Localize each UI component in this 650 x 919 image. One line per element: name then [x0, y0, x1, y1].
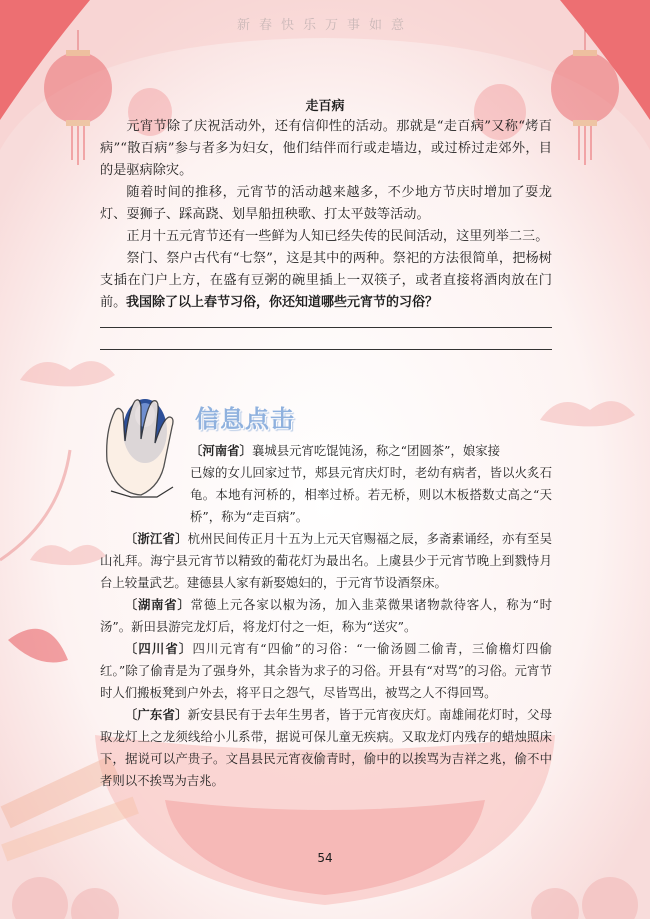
info-hunan: [100, 594, 552, 638]
info-title: 信息点击: [195, 405, 295, 433]
info-sichuan-text: 四川元宵有“四偷”的习俗：“一偷汤圆二偷青，三偷檐灯四偷红。”除了偷青是为了强身外，其余皆为求子的习俗。开县有“对骂”的习俗。元宵节时人们搬板凳到户外去，将平日之怨气，尽皆骂出，被骂之人不得回骂。: [100, 641, 552, 700]
province-label-guangdong: 〔广东省〕: [124, 707, 188, 722]
province-label-henan: 〔河南省〕: [190, 443, 252, 458]
paragraph-4: 祭门、祭户古代有“七祭”，这是其中的两种。祭祀的方法很简单，把杨树支插在门户上方，在盛有豆粥的碗里插上一双筷子，或者直接将酒肉放在门前。: [100, 251, 552, 310]
question: 我国除了以上春节习俗，你还知道哪些元宵节的习俗？: [126, 295, 439, 310]
hand-mouse-icon: [101, 391, 185, 499]
info-sichuan: [100, 638, 552, 704]
province-label-hunan: 〔湖南省〕: [124, 597, 191, 612]
info-henan-first-line: [190, 440, 552, 462]
province-label-sichuan: 〔四川省〕: [124, 641, 193, 656]
page-header: 新春快乐万事如意: [236, 18, 413, 33]
info-henan-text-a: 襄城县元宵吃馄饨汤，称之“团圆茶”，娘家接: [251, 443, 501, 458]
info-hunan-text: 常德上元各家以椒为汤，加入韭菜微果诸物款待客人，称为“时汤”。新田县游完龙灯后，将龙灯付之一炬，称为“送灾”。: [100, 597, 552, 634]
info-zhejiang: [100, 528, 552, 594]
paragraph-1: 元宵节除了庆祝活动外，还有信仰性的活动。那就是“走百病”又称“烤百病”“散百病”参与者多为妇女，他们结伴而行或走墙边，或过桥过走郊外，目的是驱病除灾。: [100, 119, 552, 178]
info-henan-body: [190, 462, 552, 528]
info-guangdong-text: 新安县民有于去年生男者，皆于元宵夜庆灯。南雄闹花灯时，父母取龙灯上之龙须线给小儿系带，据说可保儿童无疾病。又取龙灯内残存的蜡烛照床下，据说可以产贵子。文昌县民元宵夜偷青时，偷中的以挨骂为吉祥之兆，偷不中者则以不挨骂为吉兆。: [100, 707, 553, 788]
answer-line-1[interactable]: [100, 327, 552, 328]
paragraph-3: 正月十五元宵节还有一些鲜为人知已经失传的民间活动，这里列举二三。: [126, 229, 549, 244]
info-zhejiang-text: 杭州民间传正月十五为上元天官赐福之辰，多斋素诵经，亦有至吴山礼拜。海宁县元宵节以精致的葡花灯为最出名。上虞县少于元宵节晚上到戮恃月台上较量武艺。建德县人家有新娶媳妇的，于元宵节设酒祭床。: [100, 531, 553, 590]
answer-line-2[interactable]: [100, 349, 552, 350]
info-henan-text-b: 已嫁的女儿回家过节，郏县元宵庆灯时，老幼有病者，皆以火炙石龟。本地有河桥的，相率过桥。若无桥，则以木板搭数丈高之“天桥”，称为“走百病”。: [190, 465, 552, 524]
info-guangdong: [100, 704, 552, 792]
paragraph-2: 随着时间的推移，元宵节的活动越来越多，不少地方节庆时增加了耍龙灯、耍狮子、踩高跷、划旱船扭秧歌、打太平鼓等活动。: [100, 185, 552, 222]
province-label-zhejiang: 〔浙江省〕: [124, 531, 188, 546]
page-number: 54: [317, 851, 333, 865]
section-title: 走百病: [305, 99, 345, 114]
